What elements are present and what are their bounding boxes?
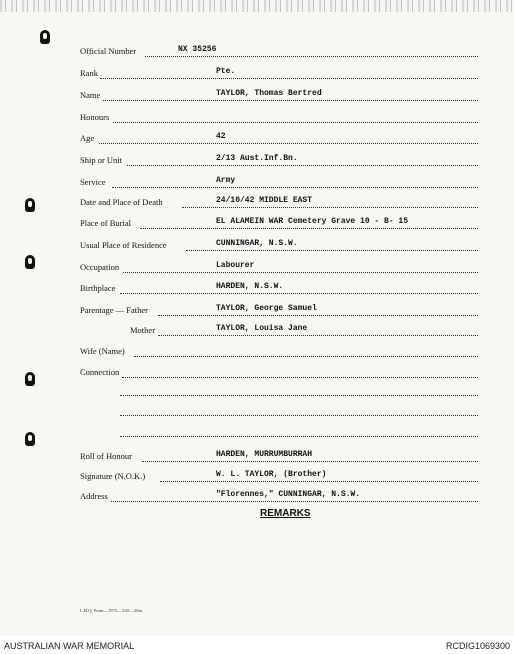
blank-line	[0, 426, 514, 440]
field-label: Occupation	[80, 262, 120, 272]
field-usual-residence	[0, 240, 514, 254]
field-signature-nok	[0, 471, 514, 485]
field-date-place-death	[0, 197, 514, 211]
field-label: Wife (Name)	[80, 346, 125, 356]
field-label: Roll of Honour	[80, 451, 132, 461]
dotted-line	[113, 121, 478, 123]
field-value: 24/10/42 MIDDLE EAST	[216, 196, 313, 205]
remarks-heading: REMARKS	[260, 508, 311, 519]
field-value: 2/13 Aust.Inf.Bn.	[216, 154, 298, 163]
field-label: Birthplace	[80, 283, 116, 293]
field-value: 42	[216, 132, 226, 141]
field-label: Place of Burial	[80, 218, 131, 228]
field-value: CUNNINGAR, N.S.W.	[216, 239, 298, 248]
field-value: "Florennes," CUNNINGAR, N.S.W.	[216, 490, 361, 499]
dotted-line	[186, 249, 478, 251]
field-roll-of-honour	[0, 451, 514, 465]
field-place-of-burial	[0, 218, 514, 232]
punch-hole	[40, 30, 50, 44]
dotted-line	[111, 500, 478, 502]
field-label: Usual Place of Residence	[80, 240, 167, 250]
field-connection	[0, 367, 514, 381]
dotted-line	[103, 99, 478, 101]
field-label: Official Number	[80, 46, 137, 56]
field-wife	[0, 346, 514, 360]
field-label: Signature (N.O.K.)	[80, 471, 146, 481]
dotted-line	[182, 206, 478, 208]
field-birthplace	[0, 283, 514, 297]
field-age	[0, 133, 514, 147]
field-label: Parentage — Father	[80, 305, 148, 315]
field-name	[0, 90, 514, 104]
field-rank	[0, 68, 514, 82]
field-label: Date and Place of Death	[80, 197, 163, 207]
field-parentage-father	[0, 305, 514, 319]
dotted-line	[120, 292, 478, 294]
blank-line	[0, 385, 514, 399]
field-label: Address	[80, 491, 108, 501]
field-official-number	[0, 46, 514, 60]
field-label: Service	[80, 177, 106, 187]
dotted-line	[120, 394, 478, 396]
field-value: Labourer	[216, 261, 255, 270]
field-value: TAYLOR, Louisa Jane	[216, 324, 308, 333]
field-value: NX 35256	[178, 45, 217, 54]
dotted-line	[142, 460, 478, 462]
dotted-line	[99, 142, 478, 144]
field-ship-or-unit	[0, 155, 514, 169]
field-value: HARDEN, N.S.W.	[216, 282, 284, 291]
field-address	[0, 491, 514, 505]
form-reference: L.H.Q. Form—1975—3/45—20m.	[80, 608, 144, 613]
field-label: Connection	[80, 367, 120, 377]
dotted-line	[127, 164, 478, 166]
blank-line	[0, 405, 514, 419]
field-value: HARDEN, MURRUMBURRAH	[216, 450, 313, 459]
field-label: Rank	[80, 68, 98, 78]
field-occupation	[0, 262, 514, 276]
field-label: Name	[80, 90, 101, 100]
dotted-line	[122, 376, 478, 378]
field-parentage-mother	[0, 325, 514, 339]
field-label: Age	[80, 133, 95, 143]
field-value: Army	[216, 176, 236, 185]
field-value: TAYLOR, Thomas Bertred	[216, 89, 322, 98]
dotted-line	[158, 314, 478, 316]
field-service	[0, 177, 514, 191]
field-label: Ship or Unit	[80, 155, 123, 165]
footer-record-id: RCDIG1069300	[445, 641, 510, 651]
field-value: TAYLOR, George Samuel	[216, 304, 317, 313]
dotted-line	[145, 55, 478, 57]
field-label: Mother	[130, 325, 156, 335]
dotted-line	[123, 271, 478, 273]
field-value: EL ALAMEIN WAR Cemetery Grave 10 - B- 15	[216, 217, 409, 226]
dotted-line	[158, 334, 478, 336]
archive-footer	[0, 636, 514, 654]
field-label: Honours	[80, 112, 110, 122]
scan-edge	[0, 0, 514, 12]
dotted-line	[120, 435, 478, 437]
dotted-line	[160, 480, 478, 482]
footer-institution: AUSTRALIAN WAR MEMORIAL	[4, 641, 135, 651]
dotted-line	[120, 414, 478, 416]
dotted-line	[140, 227, 478, 229]
dotted-line	[100, 77, 478, 79]
dotted-line	[112, 186, 478, 188]
dotted-line	[134, 355, 478, 357]
field-honours	[0, 112, 514, 126]
field-value: Pte.	[216, 67, 236, 76]
field-value: W. L. TAYLOR, (Brother)	[216, 470, 327, 479]
